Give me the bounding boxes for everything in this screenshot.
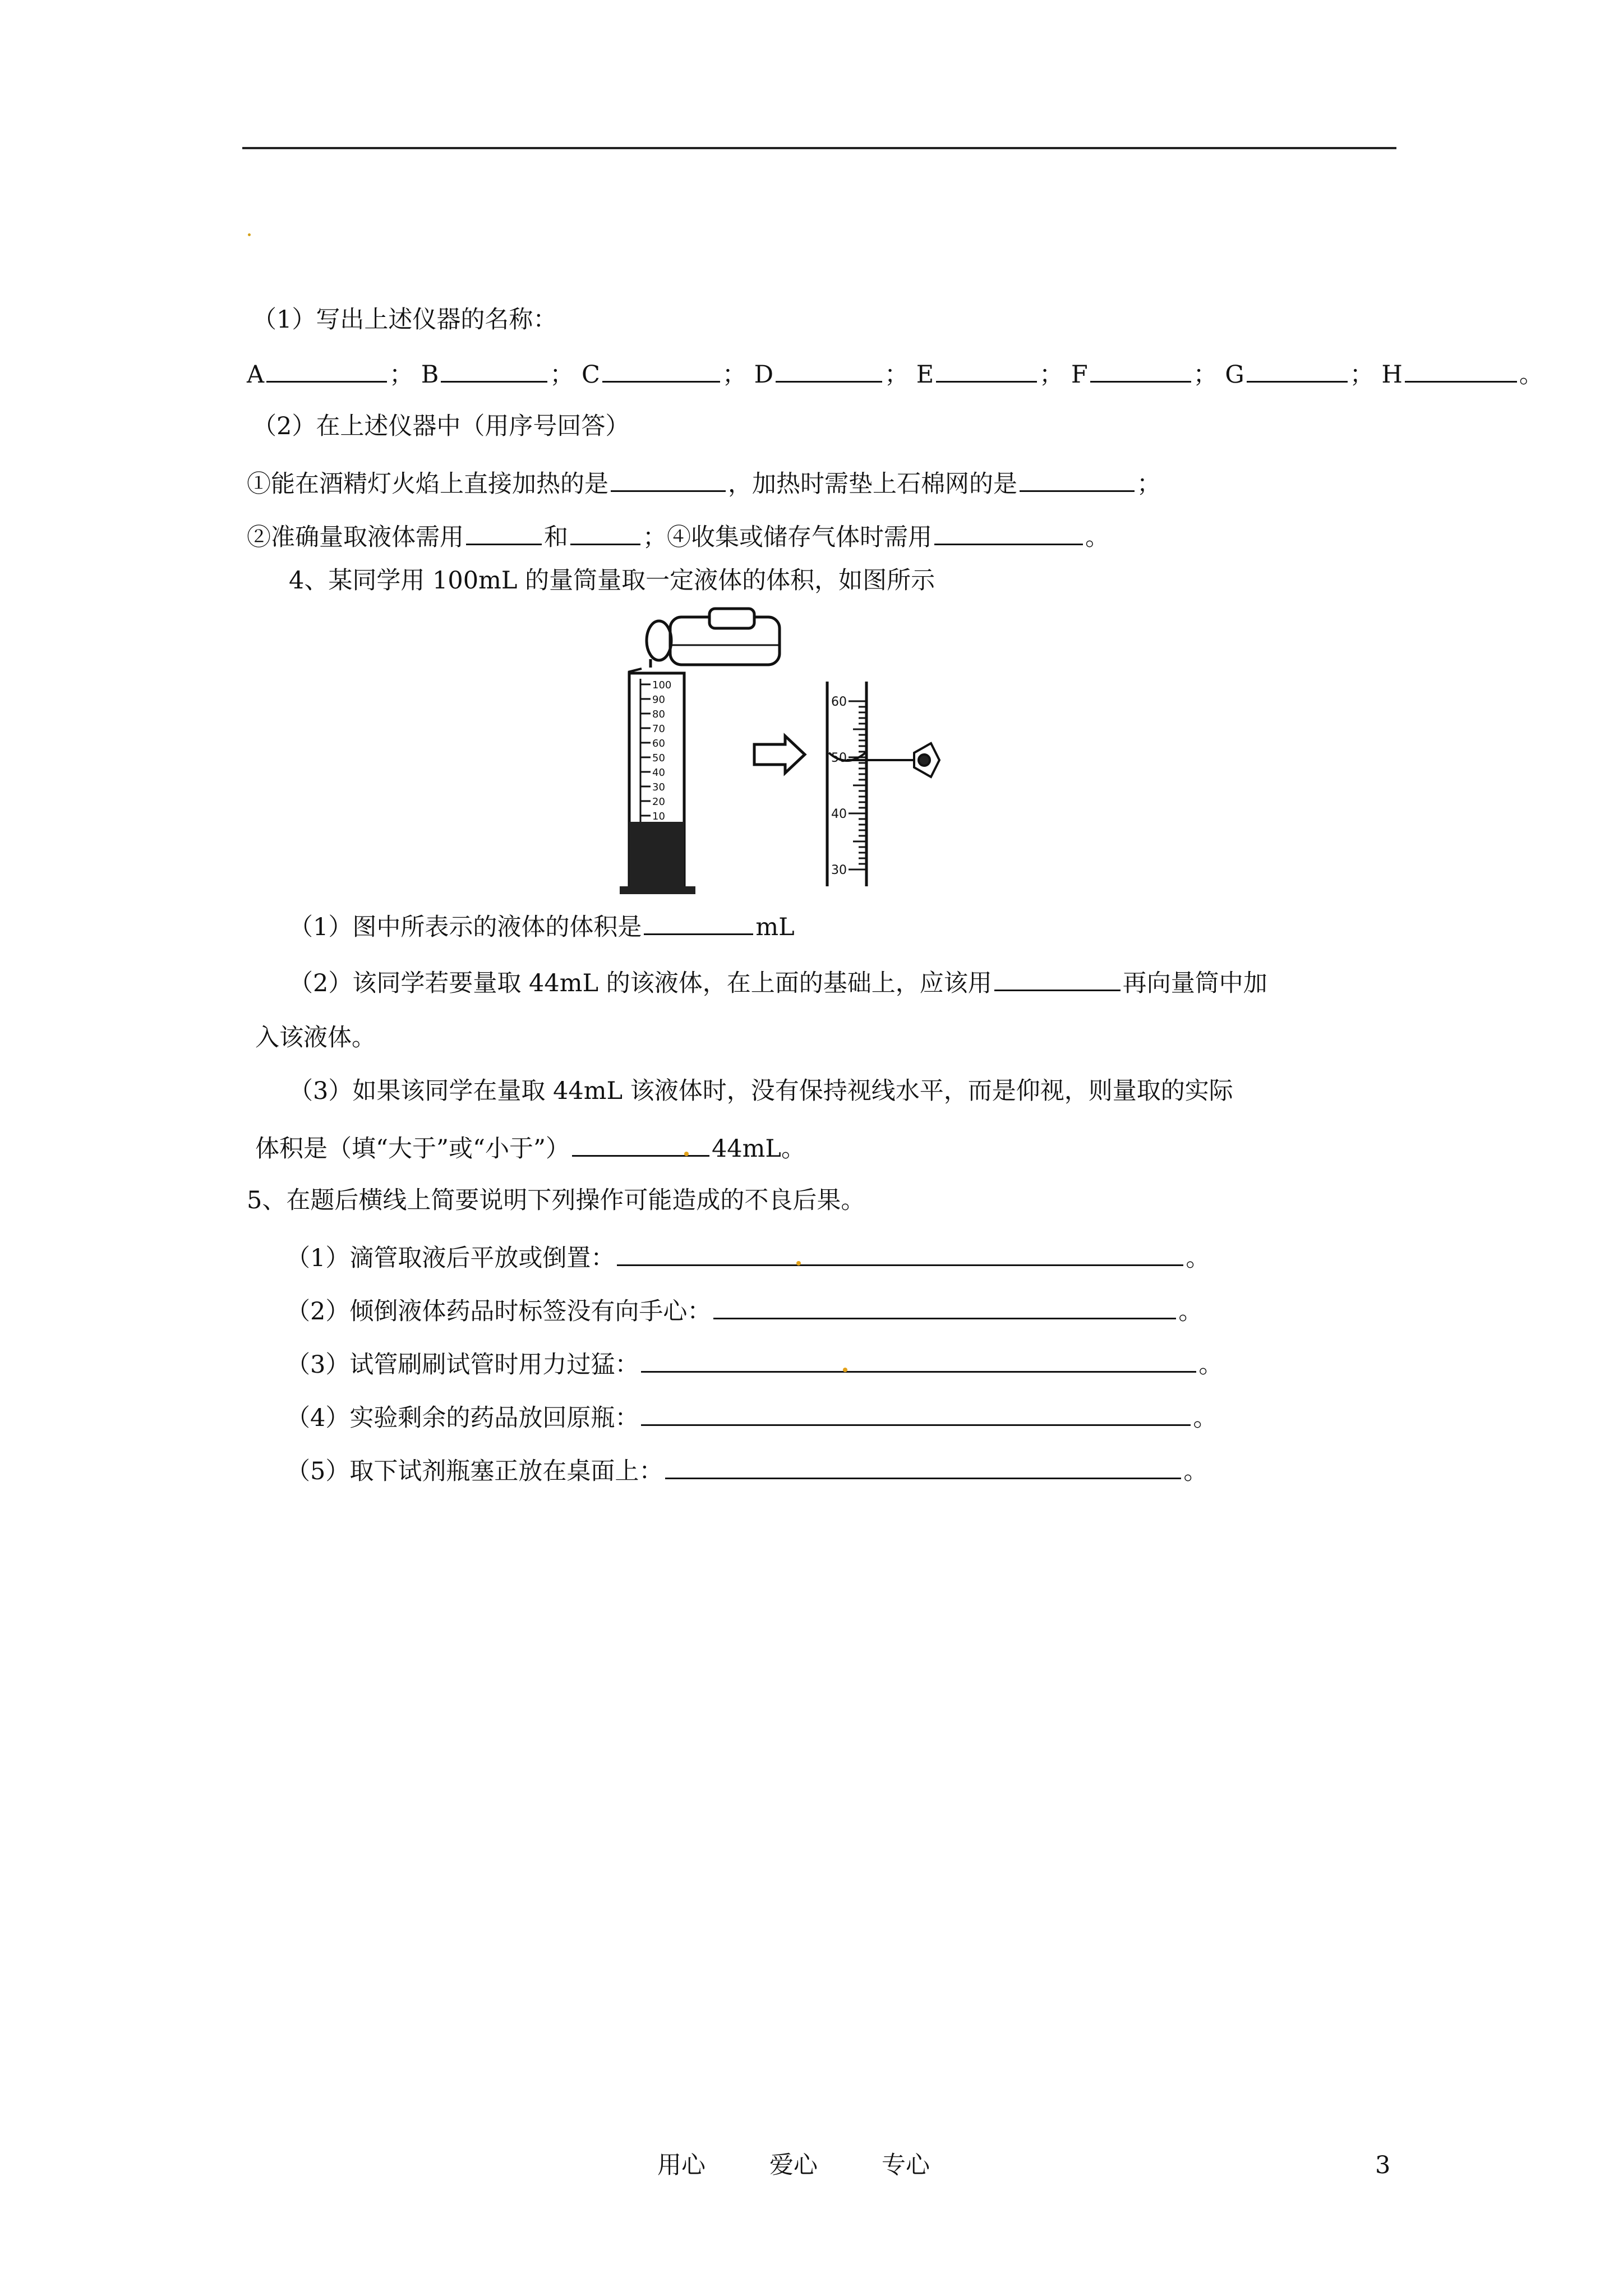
q3-blank-a[interactable] bbox=[266, 356, 387, 383]
q4-s3-text: 体积是（填“大于”或“小于”） bbox=[255, 1135, 570, 1163]
q5-item-end: 。 bbox=[1183, 1457, 1208, 1485]
footer-slogan-2: 爱心 bbox=[769, 2151, 818, 2179]
right-scale-label: 50 bbox=[831, 751, 847, 765]
q3-name-b-letter: B bbox=[421, 361, 439, 389]
q3-sep: ； bbox=[389, 361, 414, 389]
q5-item-text: （2）倾倒液体药品时标签没有向手心： bbox=[286, 1297, 712, 1326]
right-scale-label: 30 bbox=[831, 863, 847, 877]
q3-sep: ； bbox=[1193, 361, 1218, 389]
q5-item-end: 。 bbox=[1186, 1244, 1210, 1272]
left-scale-label: 70 bbox=[652, 723, 665, 735]
q5-item-text: （4）实验剩余的药品放回原瓶： bbox=[286, 1404, 639, 1432]
q4-s1 bbox=[289, 909, 795, 944]
q5-item bbox=[286, 1240, 1210, 1275]
q3-sub2: （2）在上述仪器中（用序号回答） bbox=[252, 412, 630, 440]
left-scale-label: 60 bbox=[652, 738, 665, 749]
q3-blank-g[interactable] bbox=[1247, 356, 1348, 383]
q3-line-b-text1: ②准确量取液体需用 bbox=[247, 523, 464, 551]
q5-item-end: 。 bbox=[1178, 1297, 1203, 1326]
stray-mark bbox=[796, 1261, 801, 1266]
q5-item-end: 。 bbox=[1198, 1351, 1223, 1379]
q3-blank-gauze-heat[interactable] bbox=[1020, 466, 1135, 492]
right-scale-label: 40 bbox=[831, 807, 847, 821]
q4-s1-unit: mL bbox=[755, 913, 795, 941]
left-scale-label: 30 bbox=[652, 781, 665, 793]
q4-blank-compare[interactable] bbox=[572, 1130, 709, 1157]
q5-item bbox=[286, 1400, 1217, 1435]
page-number: 3 bbox=[1375, 2151, 1391, 2179]
q5-item bbox=[286, 1453, 1207, 1488]
q4-s3-cont bbox=[255, 1130, 805, 1166]
stray-mark bbox=[843, 1368, 847, 1372]
left-scale-label: 40 bbox=[652, 767, 665, 779]
q5-intro: 5、在题后横线上简要说明下列操作可能造成的不良后果。 bbox=[247, 1186, 865, 1214]
q5-item bbox=[286, 1293, 1202, 1328]
meniscus-and-eye bbox=[829, 743, 939, 777]
q3-name-f-letter: F bbox=[1071, 361, 1088, 389]
q3-name-d-letter: D bbox=[754, 361, 774, 389]
q3-sep: ； bbox=[722, 361, 746, 389]
q4-s3: （3）如果该同学在量取 44mL 该液体时，没有保持视线水平，而是仰视，则量取的实际 bbox=[289, 1077, 1233, 1105]
q3-sep: ； bbox=[550, 361, 574, 389]
q4-s1-text: （1）图中所表示的液体的体积是 bbox=[289, 913, 642, 941]
q3-blank-d[interactable] bbox=[776, 356, 882, 383]
q3-line-b-text3: ；④收集或储存气体时需用 bbox=[643, 523, 932, 551]
footer-slogan-1: 用心 bbox=[657, 2151, 706, 2179]
q5-blank-1[interactable] bbox=[617, 1240, 1183, 1266]
stray-mark bbox=[684, 1152, 689, 1156]
stray-mark bbox=[248, 233, 251, 236]
q3-name-row bbox=[247, 356, 1543, 392]
q3-sub1: （1）写出上述仪器的名称： bbox=[252, 306, 557, 334]
q3-line-b-text2: 和 bbox=[544, 523, 568, 551]
q3-line-a bbox=[247, 466, 1161, 501]
reagent-bottle-icon bbox=[647, 609, 780, 668]
q5-item-text: （3）试管刷刷试管时用力过猛： bbox=[286, 1351, 639, 1379]
q5-blank-3[interactable] bbox=[641, 1346, 1196, 1373]
q5-blank-2[interactable] bbox=[713, 1293, 1176, 1319]
q5-item bbox=[286, 1346, 1223, 1382]
q3-blank-f[interactable] bbox=[1090, 356, 1191, 383]
q3-name-e-letter: E bbox=[916, 361, 934, 389]
q5-item-text: （5）取下试剂瓶塞正放在桌面上： bbox=[286, 1457, 663, 1485]
q5-item-text: （1）滴管取液后平放或倒置： bbox=[286, 1244, 615, 1272]
q3-line-a-text3: ； bbox=[1137, 470, 1161, 498]
left-scale-label: 50 bbox=[652, 752, 665, 764]
left-scale-label: 20 bbox=[652, 796, 665, 808]
q3-blank-e[interactable] bbox=[936, 356, 1037, 383]
q3-name-a-letter: A bbox=[247, 361, 265, 389]
q3-line-b-text4: 。 bbox=[1085, 523, 1109, 551]
right-scale bbox=[831, 695, 866, 877]
q4-s3-end: 44mL。 bbox=[711, 1135, 805, 1163]
q3-blank-c[interactable] bbox=[602, 356, 720, 383]
q5-blank-5[interactable] bbox=[665, 1453, 1181, 1479]
q3-name-g-letter: G bbox=[1225, 361, 1244, 389]
footer-slogan-3: 专心 bbox=[882, 2151, 930, 2179]
q3-blank-measure-2[interactable] bbox=[570, 519, 640, 545]
q3-sep: 。 bbox=[1519, 361, 1543, 389]
left-scale-label: 100 bbox=[652, 679, 672, 691]
left-scale-label: 10 bbox=[652, 811, 665, 822]
q3-blank-gas[interactable] bbox=[934, 519, 1083, 545]
q4-s2-cont: 入该液体。 bbox=[255, 1024, 376, 1052]
q5-item-end: 。 bbox=[1193, 1404, 1218, 1432]
q3-line-a-text2: ，加热时需垫上石棉网的是 bbox=[728, 470, 1017, 498]
q3-blank-direct-heat[interactable] bbox=[611, 466, 726, 492]
measuring-cylinder-figure bbox=[617, 606, 1032, 898]
q4-blank-tool[interactable] bbox=[994, 965, 1121, 991]
left-scale-label: 90 bbox=[652, 694, 665, 706]
q4-s2-text: （2）该同学若要量取 44mL 的该液体，在上面的基础上，应该用 bbox=[289, 969, 992, 997]
q3-name-c-letter: C bbox=[582, 361, 600, 389]
q3-sep: ； bbox=[1349, 361, 1374, 389]
header-rule bbox=[242, 147, 1396, 149]
right-scale-label: 60 bbox=[831, 695, 847, 709]
q3-sep: ； bbox=[884, 361, 909, 389]
q3-line-b bbox=[247, 519, 1109, 554]
q3-line-a-text1: ①能在酒精灯火焰上直接加热的是 bbox=[247, 470, 608, 498]
q3-blank-b[interactable] bbox=[441, 356, 547, 383]
q4-intro: 4、某同学用 100mL 的量筒量取一定液体的体积，如图所示 bbox=[289, 567, 935, 595]
q3-blank-measure-1[interactable] bbox=[466, 519, 542, 545]
q4-s2-text2: 再向量筒中加 bbox=[1122, 969, 1267, 997]
q5-blank-4[interactable] bbox=[641, 1400, 1191, 1426]
left-scale bbox=[640, 679, 671, 822]
arrow-right-icon bbox=[754, 736, 805, 773]
q3-name-h-letter: H bbox=[1381, 361, 1403, 389]
q3-sep: ； bbox=[1039, 361, 1064, 389]
q4-blank-volume[interactable] bbox=[644, 909, 753, 935]
q3-blank-h[interactable] bbox=[1405, 356, 1517, 383]
left-scale-label: 80 bbox=[652, 708, 665, 720]
q4-s2 bbox=[289, 965, 1267, 1000]
